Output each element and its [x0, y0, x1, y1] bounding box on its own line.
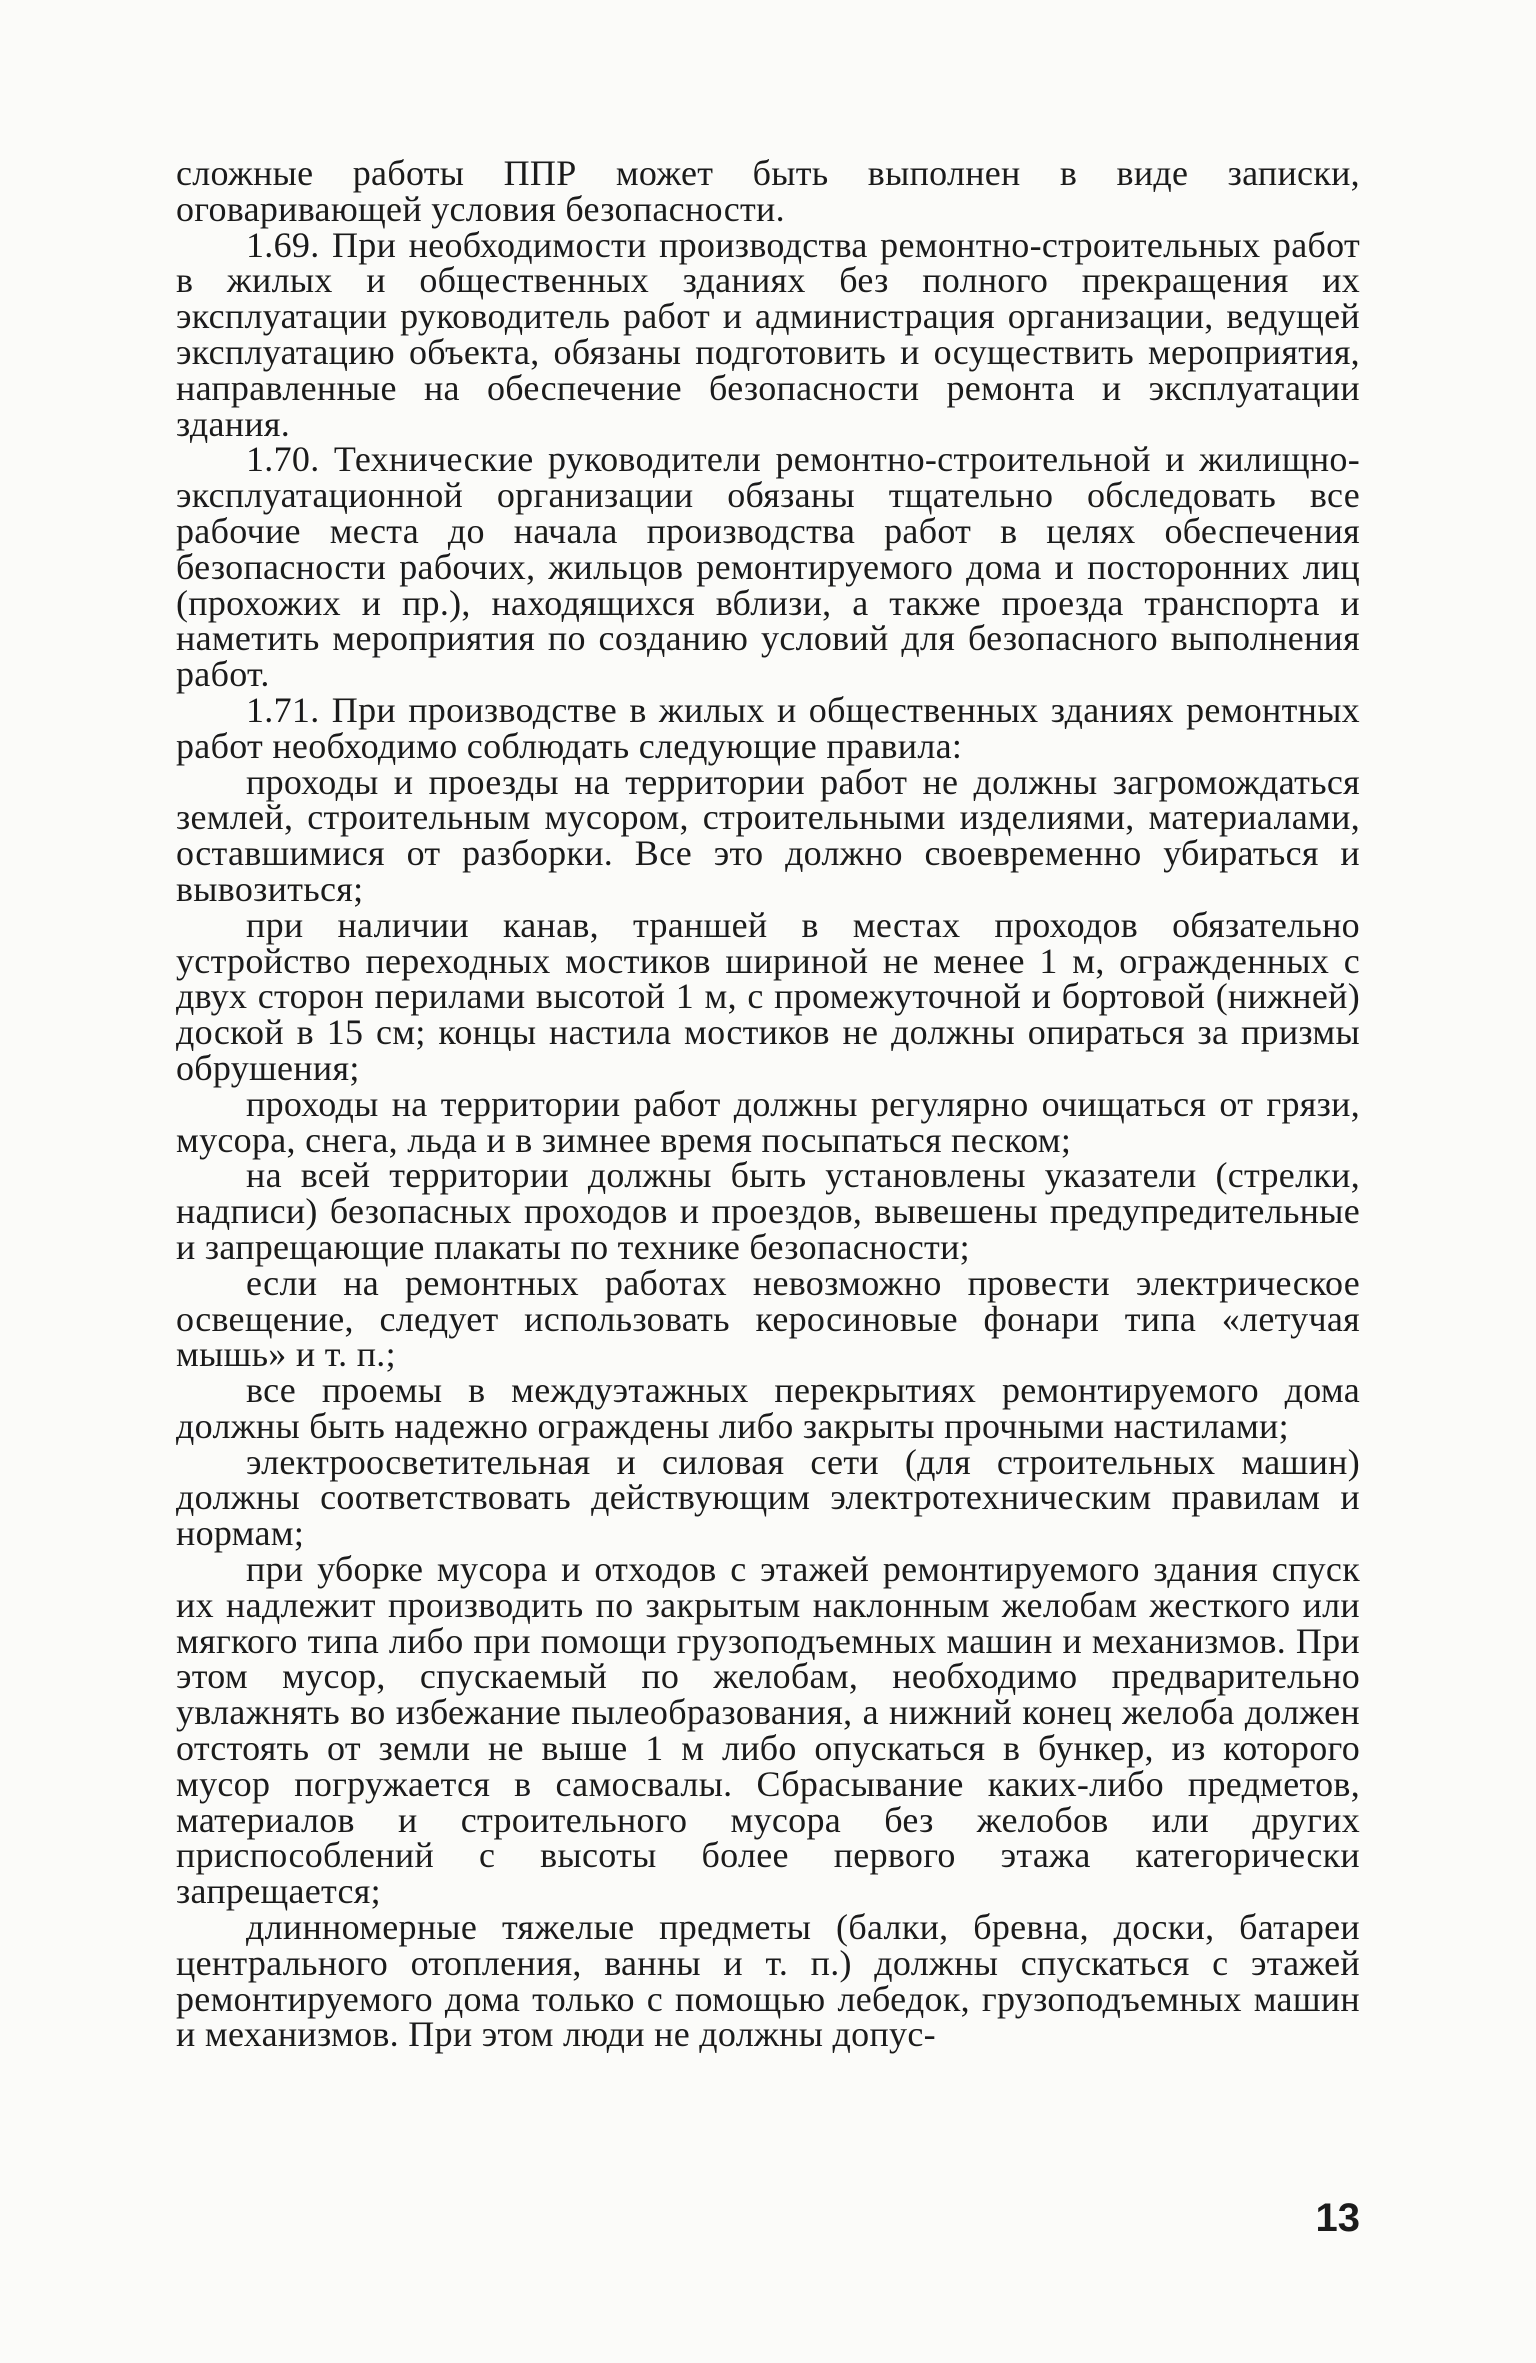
page-number: 13	[1315, 2196, 1360, 2240]
paragraph-1-69: 1.69. При необходимости производства ремонтно-строительных работ в жилых и общественных зданиях без полного прекращения их эксплуатации руководитель работ и администрация организации, ведущей эксплуатацию объекта, обязаны подготовить и осуществить мероприятия, направленные на обеспечение безопасности ремонта и эксплуатации здания.	[176, 224, 1360, 444]
rule-floor-openings: все проемы в междуэтажных перекрытиях ремонтируемого дома должны быть надежно ограждены либо закрыты прочными настилами;	[176, 1370, 1360, 1446]
paragraph-1-71: 1.71. При производстве в жилых и общественных зданиях ремонтных работ необходимо соблюдать следующие правила:	[176, 689, 1360, 766]
rule-long-heavy-items: длинномерные тяжелые предметы (балки, бревна, доски, батареи центрального отопления, ванны и т. п.) должны спускаться с этажей ремонтируемого дома только с помощью лебедок, грузоподъемных машин и механизмов. При этом люди не должны допус-	[176, 1907, 1360, 2055]
rule-passages-cleaning: проходы на территории работ должны регулярно очищаться от грязи, мусора, снега, льда и в зимнее время посыпаться песком;	[176, 1083, 1360, 1160]
rule-electrical-networks: электроосветительная и силовая сети (для строительных машин) должны соответствовать действующим электротехническим правилам и нормам;	[176, 1441, 1360, 1554]
rule-debris-removal: при уборке мусора и отходов с этажей ремонтируемого здания спуск их надлежит производить по закрытым наклонным желобам жесткого или мягкого типа либо при помощи грузоподъемных машин и механизмов. При этом мусор, спускаемый по желобам, необходимо предварительно увлажнять во избежание пылеобразования, а нижний конец желоба должен отстоять от земли не выше 1 м либо опускаться в бункер, из которого мусор погружается в самосвалы. Сбрасывание каких-либо предметов, материалов и строительного мусора без желобов или других приспособлений с высоты более первого этажа категорически запрещается;	[176, 1549, 1360, 1912]
paragraph-continuation: сложные работы ППР может быть выполнен в виде записки, оговаривающей условия безопасности.	[176, 153, 1360, 229]
rule-bridges-over-trenches: при наличии канав, траншей в местах проходов обязательно устройство переходных мостиков шириной не менее 1 м, огражденных с двух сторон перилами высотой 1 м, с промежуточной и бортовой (нижней) доской в 15 см; концы настила мостиков не должны опираться за призмы обрушения;	[176, 904, 1360, 1088]
rule-passages-clear: проходы и проезды на территории работ не должны загромождаться землей, строительным мусором, строительными изделиями, материалами, оставшимися от разборки. Все это должно своевременно убираться и вывозиться;	[176, 761, 1360, 909]
body-text	[176, 153, 1360, 2055]
rule-lighting: если на ремонтных работах невозможно провести электрическое освещение, следует использовать керосиновые фонари типа «летучая мышь» и т. п.;	[176, 1262, 1360, 1375]
paragraph-1-70: 1.70. Технические руководители ремонтно-строительной и жилищно-эксплуатационной организации обязаны тщательно обследовать все рабочие места до начала производства работ в целях обеспечения безопасности рабочих, жильцов ремонтируемого дома и посторонних лиц (прохожих и пр.), находящихся вблизи, а также проезда транспорта и наметить мероприятия по созданию условий для безопасного выполнения работ.	[176, 439, 1360, 695]
rule-signs-and-posters: на всей территории должны быть установлены указатели (стрелки, надписи) безопасных проходов и проездов, вывешены предупредительные и запрещающие плакаты по технике безопасности;	[176, 1155, 1360, 1267]
